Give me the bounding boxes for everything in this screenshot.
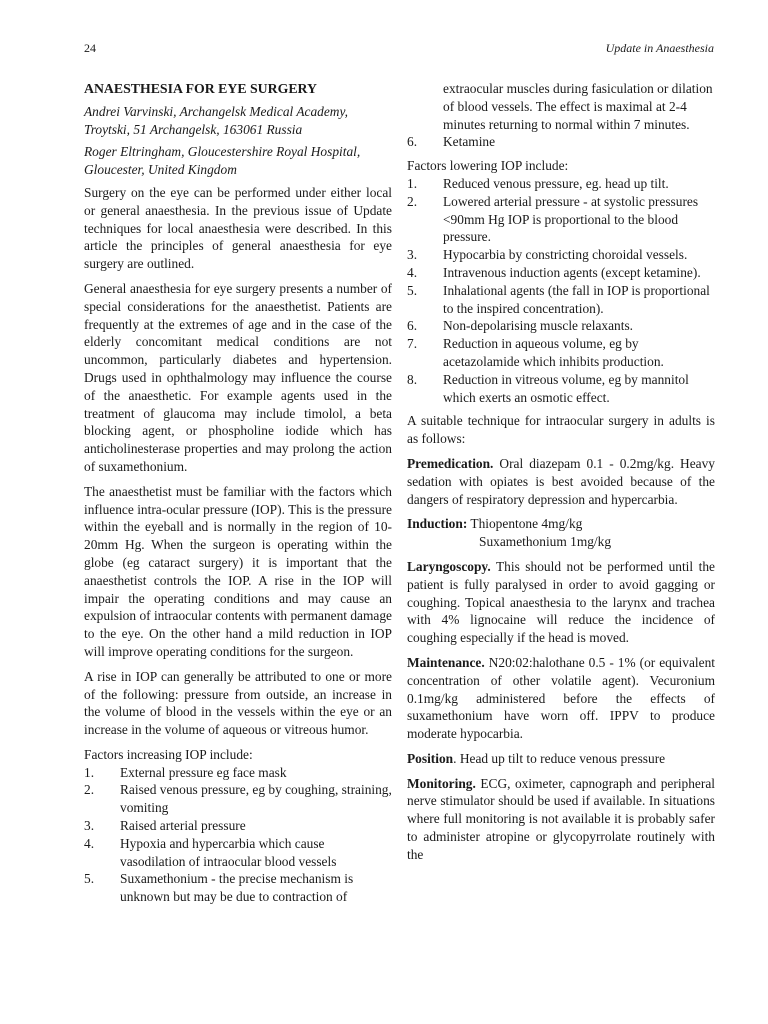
list-number: 7. xyxy=(407,336,418,352)
list-number: 2. xyxy=(407,193,418,209)
body-paragraph: The anaesthetist must be familiar with the factors which influence intra-ocular pressure (IOP). This is the pressure within the eyeball and is normally in the region of 10-20mm Hg. When the surgeon is operating within the globe (eg cataract surgery) it is important that the anaesthetist controls the IOP. A rise in the IOP will impair the operating conditions and may cause an expulsion of intraocular contents with permanent damage to the eye. On the other hand a mild reduction in IOP will improve operating conditions for the surgeon. xyxy=(84,483,392,659)
section-text: Oral diazepam 0.1 - 0.2mg/kg. Heavy sedation with opiates is best avoided because of the dangers of respiratory depression and hypercarbia. xyxy=(407,455,715,507)
list-item xyxy=(84,764,392,782)
left-column xyxy=(84,80,392,912)
section-text: ECG, oximeter, capnograph and peripheral nerve stimulator should be used if available. In situations where full monitoring is not available it is probably safer to administer atropine or glycopyrrolate routinely with the xyxy=(407,775,715,862)
premedication-paragraph xyxy=(407,455,715,508)
maintenance-paragraph xyxy=(407,654,715,743)
list-number: 4. xyxy=(84,835,95,851)
list-item-text: Raised venous pressure, eg by coughing, straining, vomiting xyxy=(120,782,392,816)
list-item-text: Hypocarbia by constricting choroidal vessels. xyxy=(443,247,688,263)
list-number: 1. xyxy=(84,764,95,780)
body-paragraph: A rise in IOP can generally be attributed to one or more of the following: pressure from outside, an increase in the volume of blood in the vessels within the eye or an increase in the volume of aqueous or vitreous humor. xyxy=(84,668,392,738)
list-item-text: Raised arterial pressure xyxy=(120,818,246,834)
list-lead: Factors lowering IOP include: xyxy=(407,158,569,174)
section-label: Monitoring. xyxy=(407,775,476,791)
section-text: N20:02:halothane 0.5 - 1% (or equivalent concentration of other volatile agent). Vecuronium 0.1mg/kg administered before the effects of suxamethonium have worn off. IPPV to produce moderate hypocarbia. xyxy=(407,654,715,742)
list-number: 5. xyxy=(84,871,95,887)
list-item-continuation: extraocular muscles during fasiculation or dilation of blood vessels. The effect is maximal at 2-4 minutes returning to normal within 7 minutes. xyxy=(443,81,713,132)
list-number: 3. xyxy=(407,247,418,263)
list-item xyxy=(407,246,715,264)
list-item xyxy=(407,335,715,371)
section-label: Induction: xyxy=(407,516,468,532)
list-item-text: Hypoxia and hypercarbia which cause vasodilation of intraocular blood vessels xyxy=(120,835,337,869)
list-item-text: Reduced venous pressure, eg. head up tilt. xyxy=(443,175,669,191)
author-affiliation: Roger Eltringham, Gloucestershire Royal Hospital, Gloucester, United Kingdom xyxy=(84,144,361,178)
list-item xyxy=(407,193,715,246)
list-item-text: Reduction in vitreous volume, eg by mannitol which exerts an osmotic effect. xyxy=(443,371,689,405)
list-item xyxy=(407,133,715,151)
list-item-text: Reduction in aqueous volume, eg by acetazolamide which inhibits production. xyxy=(443,336,664,369)
journal-title: Update in Anaesthesia xyxy=(605,41,714,55)
list-item-text: External pressure eg face mask xyxy=(120,764,287,780)
list-item xyxy=(407,371,715,407)
list-item xyxy=(407,282,715,318)
technique-intro: A suitable technique for intraocular surgery in adults is as follows: xyxy=(407,413,715,447)
body-paragraph: Surgery on the eye can be performed under either local or general anaesthesia. In the previous issue of Update techniques for local anaesthesia were described. In this article the principles of general anaesthesia for eye surgery are outlined. xyxy=(84,184,392,272)
list-number: 4. xyxy=(407,264,418,280)
author-affiliation: Andrei Varvinski, Archangelsk Medical Academy, Troytski, 51 Archangelsk, 163061 Russia xyxy=(84,103,349,137)
drug-dose-line: Suxamethonium 1mg/kg xyxy=(479,534,612,550)
section-text: . Head up tilt to reduce venous pressure xyxy=(453,750,666,766)
list-number: 1. xyxy=(407,175,418,191)
section-label: Position xyxy=(407,750,454,766)
body-paragraph: General anaesthesia for eye surgery presents a number of special considerations for the anaesthetist. Patients are frequently at the extremes of age and in the case of the elderly concomitant medical conditions are not uncommon, particularly diabetes and hypertension. Drugs used in ophthalmology may influence the course of the anaesthetic. For example agents used in the treatment of glaucoma may include timolol, a beta blocking agent, or phospholine iodide which has anticholinesterase properties and may prolong the action of suxamethonium. xyxy=(84,280,392,474)
article-title: ANAESTHESIA FOR EYE SURGERY xyxy=(84,81,317,96)
list-number: 6. xyxy=(407,134,418,150)
lowering-iop-list xyxy=(407,175,715,406)
increasing-iop-list xyxy=(84,764,392,906)
list-item-text: Ketamine xyxy=(443,134,496,150)
list-item xyxy=(84,817,392,835)
list-item xyxy=(407,317,715,335)
list-item xyxy=(407,264,715,282)
induction-paragraph xyxy=(407,515,715,533)
list-number: 5. xyxy=(407,282,418,298)
list-number: 8. xyxy=(407,371,418,387)
list-item-text: Lowered arterial pressure - at systolic pressures <90mm Hg IOP is proportional to the blood pressure. xyxy=(443,193,699,245)
drug-dose: Thiopentone 4mg/kg xyxy=(467,516,583,532)
list-lead: Factors increasing IOP include: xyxy=(84,746,253,762)
list-item xyxy=(84,781,392,817)
list-item xyxy=(84,870,392,906)
laryngoscopy-paragraph xyxy=(407,558,715,647)
section-label: Laryngoscopy. xyxy=(407,558,491,574)
list-number: 6. xyxy=(407,318,418,334)
list-item-text: Suxamethonium - the precise mechanism is unknown but may be due to contraction of xyxy=(120,871,354,905)
list-item-text: Inhalational agents (the fall in IOP is proportional to the inspired concentration). xyxy=(443,282,710,316)
monitoring-paragraph xyxy=(407,775,715,864)
list-item-text: Non-depolarising muscle relaxants. xyxy=(443,318,634,334)
list-number: 2. xyxy=(84,782,95,798)
right-column xyxy=(407,80,715,871)
running-header xyxy=(84,41,714,59)
section-text: This should not be performed until the patient is fully paralysed in order to avoid gagging or coughing. Topical anaesthesia to the larynx and trachea with 4% lignocaine will reduce the incidence of coughing especially if the head is moved. xyxy=(407,558,715,646)
position-paragraph xyxy=(407,750,715,768)
section-label: Premedication. xyxy=(407,455,494,471)
list-item xyxy=(84,835,392,871)
list-item-text: Intravenous induction agents (except ketamine). xyxy=(443,264,701,280)
list-item xyxy=(407,175,715,193)
page-number: 24 xyxy=(84,41,96,55)
increasing-iop-list-cont xyxy=(407,133,715,151)
section-label: Maintenance. xyxy=(407,654,485,670)
list-number: 3. xyxy=(84,818,95,834)
